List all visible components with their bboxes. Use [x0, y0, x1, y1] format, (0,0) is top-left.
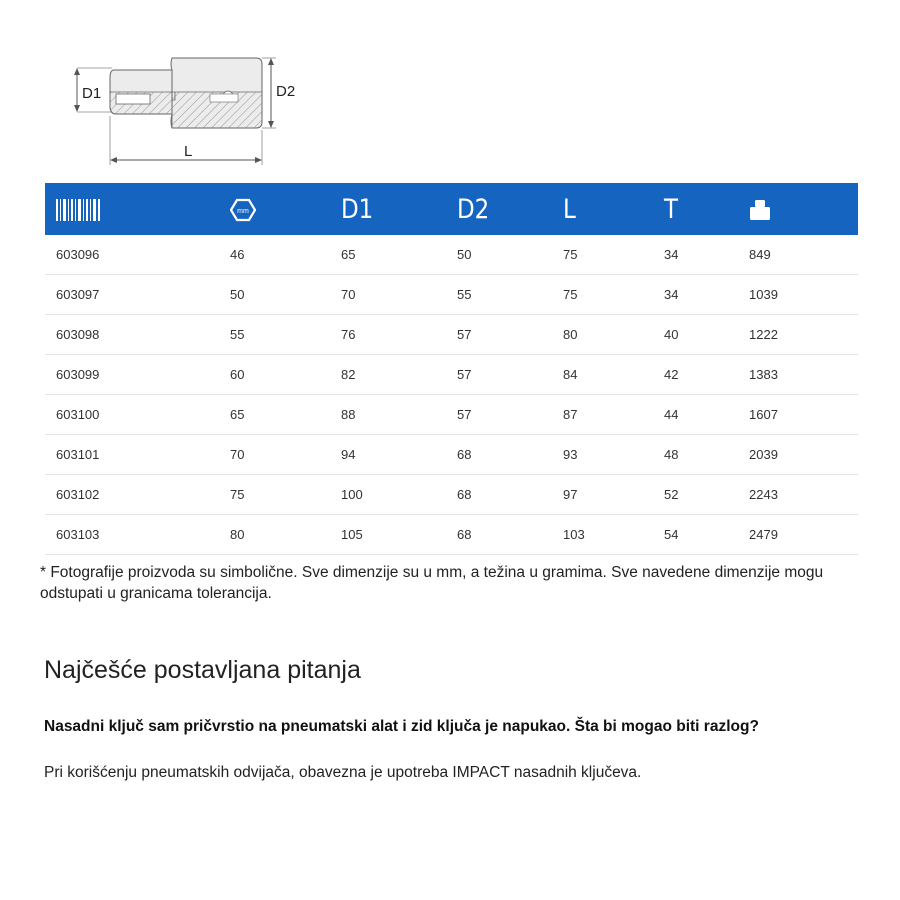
cell-d1: 70	[341, 275, 457, 315]
faq-question: Nasadni ključ sam pričvrstio na pneumatski alat i zid ključa je napukao. Šta bi mogao biti razlog?	[44, 718, 759, 735]
cell-d1: 76	[341, 315, 457, 355]
table-header-row	[45, 183, 858, 235]
cell-size: 50	[230, 275, 341, 315]
cell-size: 46	[230, 235, 341, 275]
cell-t: 48	[664, 435, 749, 475]
cell-l: 93	[563, 435, 664, 475]
cell-code: 603102	[45, 475, 230, 515]
cell-code: 603099	[45, 355, 230, 395]
faq-answer: Pri korišćenju pneumatskih odvijača, obavezna je upotreba IMPACT nasadnih ključeva.	[44, 764, 642, 781]
table-row	[45, 395, 858, 435]
hex-mm-icon	[230, 198, 256, 222]
cell-size: 70	[230, 435, 341, 475]
cell-l: 80	[563, 315, 664, 355]
cell-size: 80	[230, 515, 341, 555]
hex-mm-text: mm	[237, 208, 249, 215]
cell-t: 52	[664, 475, 749, 515]
cell-code: 603103	[45, 515, 230, 555]
cell-d1: 100	[341, 475, 457, 515]
column-header-weight	[749, 183, 858, 235]
cell-d2: 50	[457, 235, 563, 275]
cell-t: 34	[664, 275, 749, 315]
table-row	[45, 355, 858, 395]
faq-title: Najčešće postavljana pitanja	[44, 656, 361, 684]
diagram-label-d2: D2	[276, 83, 296, 100]
cell-d2: 57	[457, 355, 563, 395]
cell-weight: 1607	[749, 395, 858, 435]
cell-weight: 2243	[749, 475, 858, 515]
cell-d2: 55	[457, 275, 563, 315]
cell-l: 103	[563, 515, 664, 555]
cell-weight: 2039	[749, 435, 858, 475]
cell-weight: 849	[749, 235, 858, 275]
cell-weight: 1383	[749, 355, 858, 395]
socket-dimension-diagram	[60, 50, 320, 175]
cell-d2: 68	[457, 515, 563, 555]
cell-t: 54	[664, 515, 749, 555]
cell-t: 40	[664, 315, 749, 355]
column-header-d2: D2	[457, 193, 490, 225]
weight-icon	[749, 199, 771, 221]
cell-code: 603097	[45, 275, 230, 315]
diagram-label-d1: D1	[82, 85, 102, 102]
cell-d2: 68	[457, 435, 563, 475]
cell-d2: 57	[457, 315, 563, 355]
cell-d1: 65	[341, 235, 457, 275]
cell-t: 42	[664, 355, 749, 395]
table-body	[45, 235, 858, 555]
cell-size: 75	[230, 475, 341, 515]
table-row	[45, 435, 858, 475]
cell-l: 84	[563, 355, 664, 395]
table-row	[45, 235, 858, 275]
table-row	[45, 275, 858, 315]
cell-t: 44	[664, 395, 749, 435]
cell-d1: 88	[341, 395, 457, 435]
product-spec-table	[45, 183, 858, 555]
cell-l: 75	[563, 275, 664, 315]
cell-size: 60	[230, 355, 341, 395]
cell-weight: 1039	[749, 275, 858, 315]
cell-size: 55	[230, 315, 341, 355]
cell-code: 603096	[45, 235, 230, 275]
column-header-d1: D1	[341, 193, 374, 225]
cell-code: 603098	[45, 315, 230, 355]
cell-d1: 94	[341, 435, 457, 475]
cell-d1: 82	[341, 355, 457, 395]
cell-code: 603100	[45, 395, 230, 435]
diagram-label-l: L	[184, 143, 193, 160]
cell-d1: 105	[341, 515, 457, 555]
cell-l: 75	[563, 235, 664, 275]
cell-weight: 1222	[749, 315, 858, 355]
cell-size: 65	[230, 395, 341, 435]
cell-weight: 2479	[749, 515, 858, 555]
cell-l: 87	[563, 395, 664, 435]
column-header-l: L	[563, 193, 576, 225]
cell-d2: 57	[457, 395, 563, 435]
cell-t: 34	[664, 235, 749, 275]
cell-code: 603101	[45, 435, 230, 475]
cell-l: 97	[563, 475, 664, 515]
column-header-size	[230, 183, 341, 235]
table-row	[45, 515, 858, 555]
barcode-icon	[56, 199, 100, 221]
disclaimer-note: * Fotografije proizvoda su simbolične. Sve dimenzije su u mm, a težina u gramima. Sve navedene dimenzije mogu odstupati u granicama tolerancija.	[40, 564, 824, 602]
table-row	[45, 315, 858, 355]
cell-d2: 68	[457, 475, 563, 515]
column-header-code	[45, 183, 230, 235]
table-row	[45, 475, 858, 515]
column-header-t: T	[664, 193, 679, 225]
